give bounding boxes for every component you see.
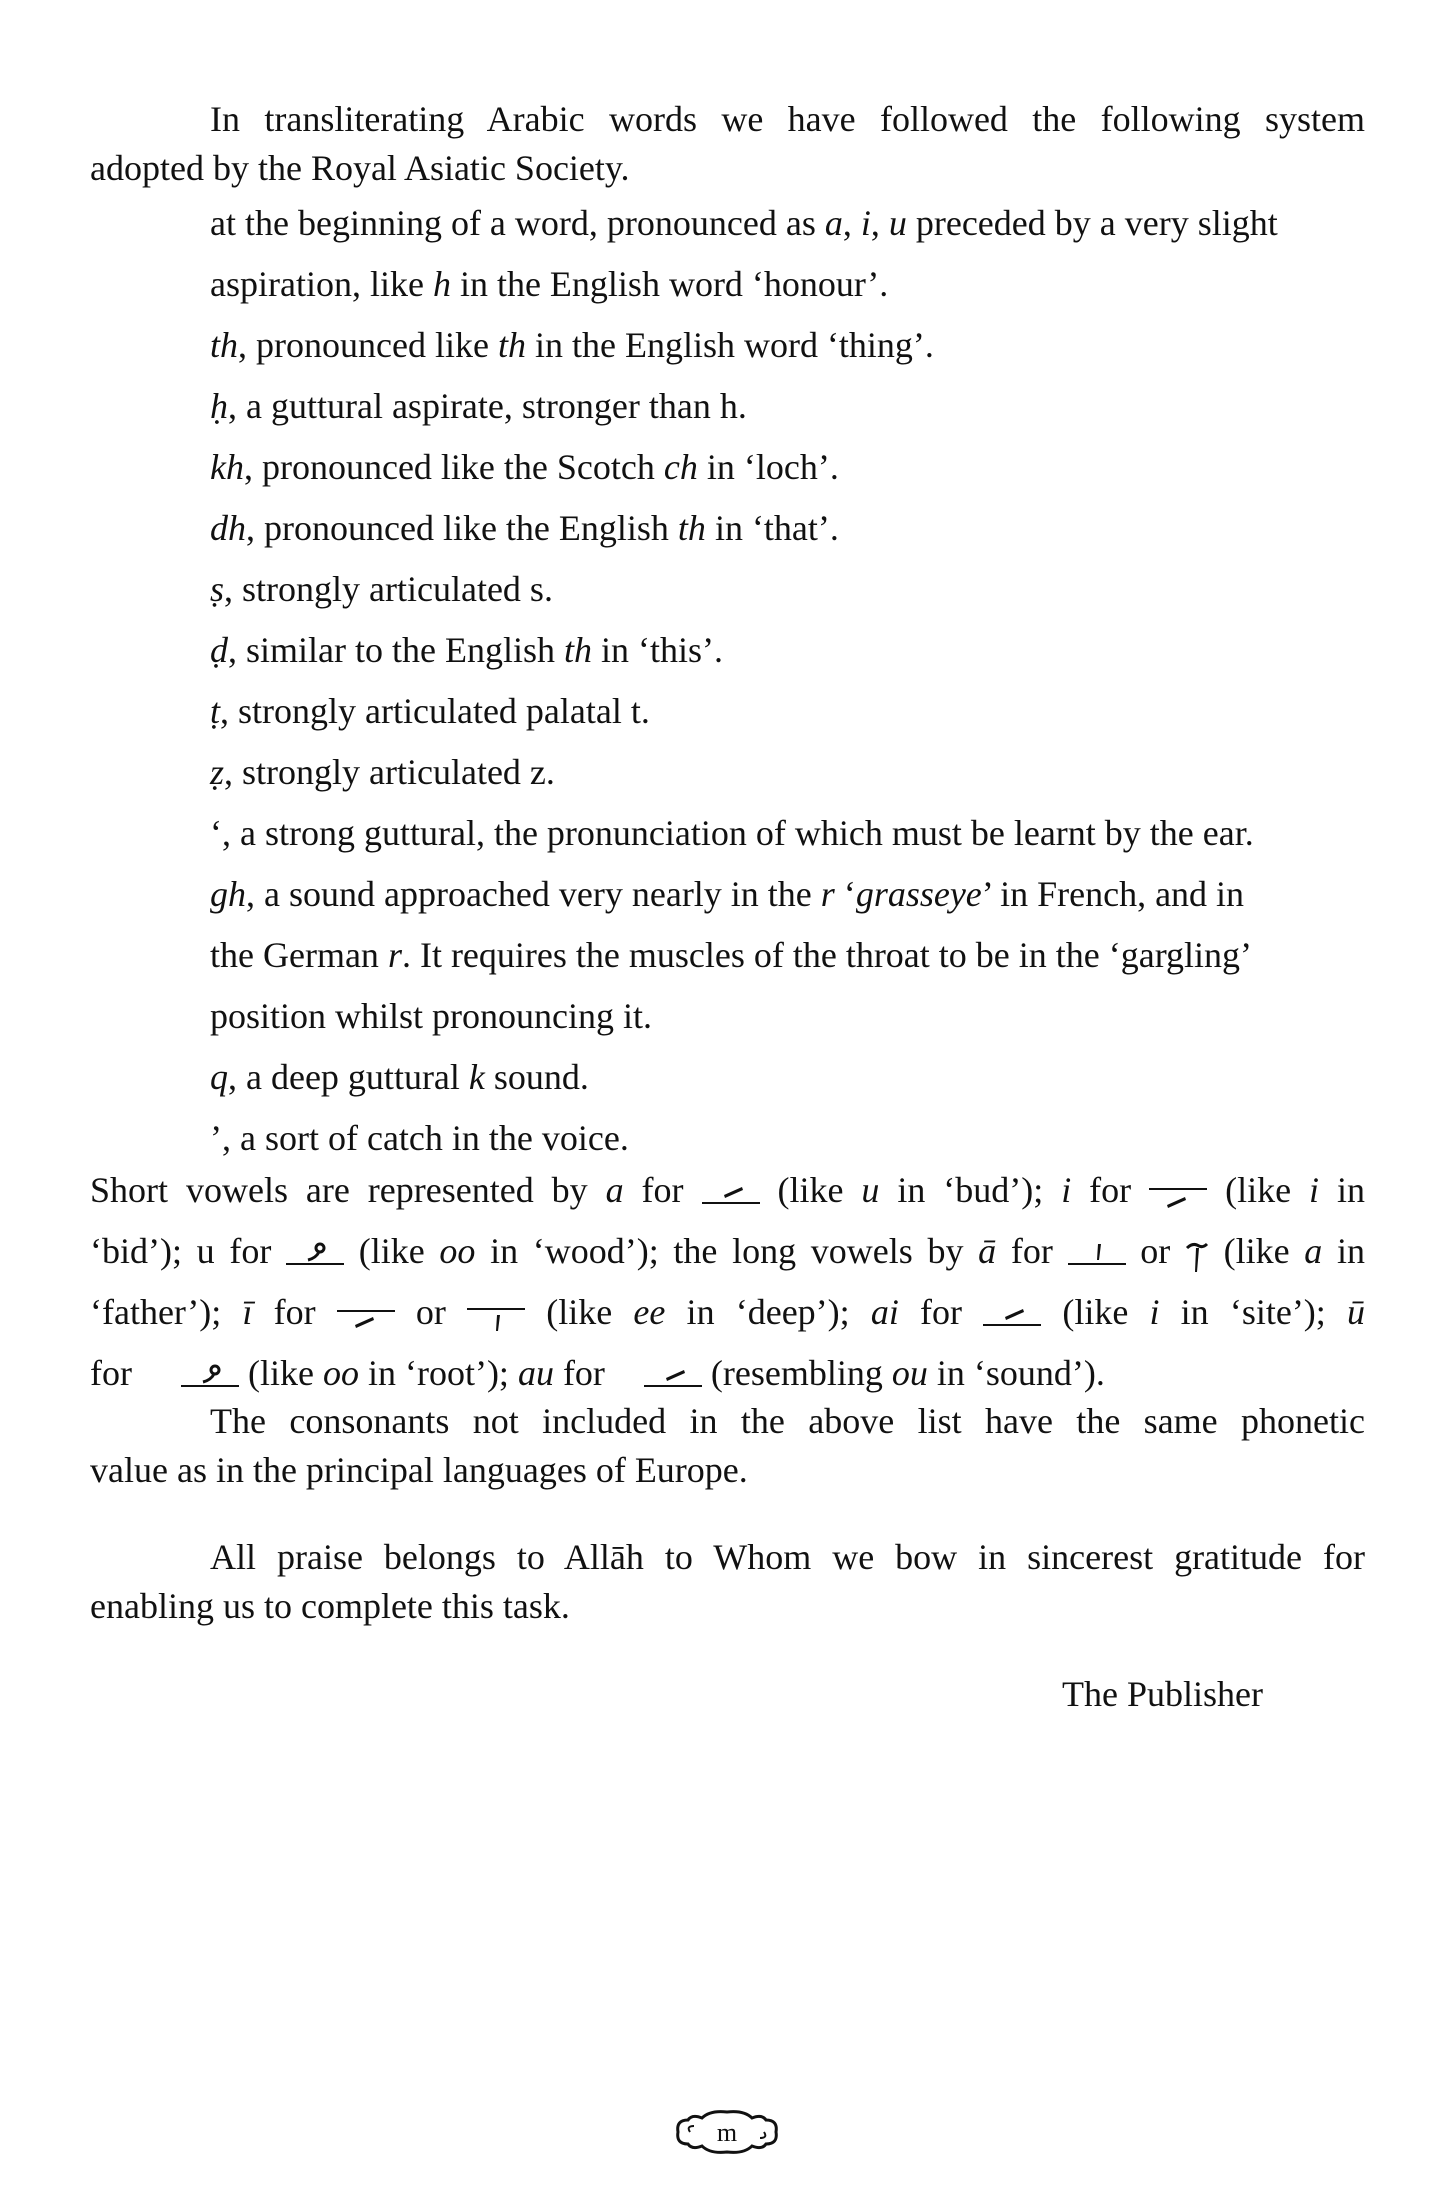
alif-symbol-icon (1068, 1240, 1126, 1270)
entry-dh: dh, pronounced like the English th in ‘that’. (210, 508, 839, 548)
entry-gh-cont-2: position whilst pronouncing it. (210, 996, 653, 1036)
entry-vowel-alif: at the beginning of a word, pronounced as a, i, u preceded by a very slight (210, 203, 1278, 243)
intro-paragraph (90, 95, 1365, 193)
vowel-line-3: ‘father’); ī for or (like ee in ‘deep’); ai for (like i in ‘site’); ū (90, 1292, 1365, 1332)
entry-gh: gh, a sound approached very nearly in the r ‘grasseye’ in French, and in (210, 874, 1245, 914)
consonants-paragraph (90, 1397, 1365, 1495)
vowel-line-2: ‘bid’); u for (like oo in ‘wood’); the long vowels by ā for or (like a in (90, 1231, 1365, 1271)
entry-kh: kh, pronounced like the Scotch ch in ‘loch’. (210, 447, 839, 487)
entry-t-dot: ṭ, strongly articulated palatal t. (210, 691, 650, 731)
vowel-paragraph (90, 1160, 1365, 1404)
intro-line-1: In transliterating Arabic words we have followed the following system (210, 99, 1365, 139)
consonants-line-1: The consonants not included in the above list have the same phonetic (210, 1401, 1365, 1441)
consonants-line-2: value as in the principal languages of Europe. (90, 1450, 748, 1490)
entry-ain: ‘, a strong guttural, the pronunciation of which must be learnt by the ear. (210, 813, 1254, 853)
entry-s-dot: ṣ, strongly articulated s. (210, 569, 553, 609)
kasra-ya-symbol-icon (337, 1301, 395, 1331)
intro-line-2: adopted by the Royal Asiatic Society. (90, 148, 630, 188)
entry-q: q, a deep guttural k sound. (210, 1057, 589, 1097)
damma-waw-symbol-icon (181, 1362, 239, 1392)
praise-line-2: enabling us to complete this task. (90, 1586, 570, 1626)
fatha-ya-symbol-icon (983, 1301, 1041, 1331)
page-number: m (716, 2118, 738, 2147)
entry-gh-cont: the German r. It requires the muscles of the throat to be in the ‘gargling’ (210, 935, 1253, 975)
kasra-symbol-icon (1149, 1179, 1207, 1209)
entry-hamza: ’, a sort of catch in the voice. (210, 1118, 629, 1158)
fatha-waw-symbol-icon (644, 1362, 702, 1392)
entry-z-dot: ẓ, strongly articulated z. (210, 752, 555, 792)
praise-paragraph (90, 1533, 1365, 1631)
praise-line-1: All praise belongs to Allāh to Whom we bow in sincerest gratitude for (210, 1537, 1365, 1577)
entry-d-dot: ḍ, similar to the English th in ‘this’. (210, 630, 723, 670)
vowel-line-4: for (like oo in ‘root’); au for (resembling ou in ‘sound’). (90, 1353, 1105, 1393)
publisher-signature: The Publisher (1062, 1674, 1263, 1714)
entry-h-dot: ḥ, a guttural aspirate, stronger than h. (210, 386, 747, 426)
entry-aspiration: aspiration, like h in the English word ‘honour’. (210, 264, 889, 304)
alif-madda-symbol-icon (1185, 1240, 1209, 1270)
fatha-symbol-icon (702, 1179, 760, 1209)
page-number-frame-icon (672, 2108, 782, 2156)
vowel-line-1: Short vowels are represented by a for (like u in ‘bud’); i for (like i in (90, 1170, 1365, 1210)
page-number-ornament (672, 2108, 782, 2156)
ya-alif-symbol-icon (467, 1301, 525, 1331)
damma-symbol-icon (286, 1240, 344, 1270)
entry-th: th, pronounced like th in the English word ‘thing’. (210, 325, 934, 365)
transliteration-list (210, 193, 1365, 1169)
